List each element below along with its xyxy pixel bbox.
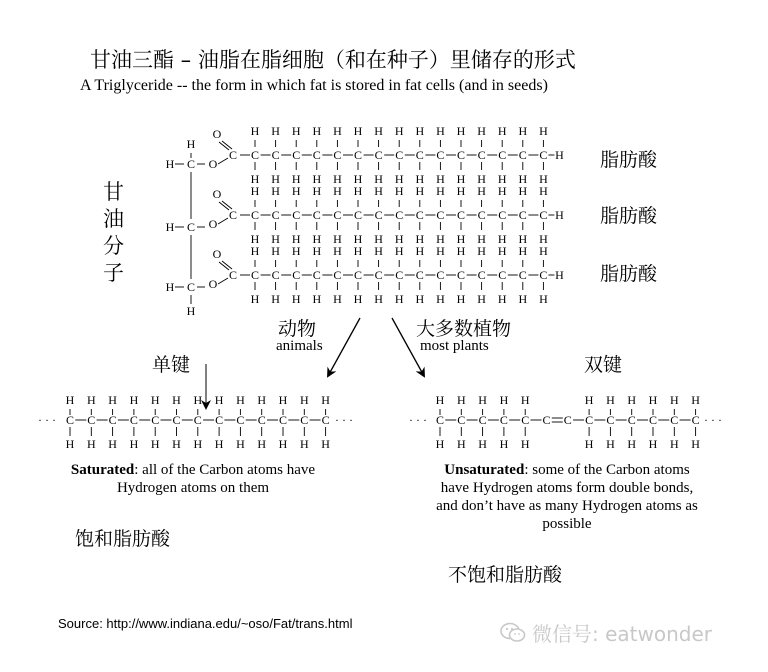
- single-bond-label: 单键: [152, 354, 191, 376]
- chain-hydrogen: H: [456, 244, 466, 258]
- chain-carbon: C: [395, 268, 404, 282]
- chain-hydrogen: H: [435, 437, 445, 451]
- chain-hydrogen: H: [584, 393, 594, 407]
- unsaturated-label-cn: 不饱和脂肪酸: [448, 564, 563, 586]
- chain-hydrogen: H: [271, 124, 280, 138]
- carbonyl-carbon: C: [228, 268, 238, 282]
- chain-hydrogen: H: [436, 124, 445, 138]
- chain-carbon: C: [563, 413, 572, 427]
- carbonyl-double-bond: [219, 262, 229, 270]
- glycerol-carbon: C: [186, 280, 196, 294]
- chain-carbon: C: [518, 148, 527, 162]
- glycerol-label-char-4: 子: [103, 261, 124, 285]
- chain-hydrogen: H: [291, 292, 301, 306]
- chain-hydrogen: H: [539, 244, 548, 258]
- chain-hydrogen: H: [497, 172, 507, 186]
- fatty-acid-label-1: 脂肪酸: [600, 149, 658, 171]
- chain-hydrogen: H: [518, 232, 528, 246]
- chain-carbon: C: [353, 208, 363, 222]
- chain-hydrogen: H: [271, 244, 280, 258]
- ester-bond: [218, 218, 228, 224]
- chain-carbon: C: [193, 413, 202, 427]
- chain-carbon: C: [395, 148, 404, 162]
- chain-carbon: C: [271, 148, 280, 162]
- chain-carbon: C: [670, 413, 679, 427]
- chain-hydrogen: H: [518, 244, 528, 258]
- chain-hydrogen: H: [477, 172, 486, 186]
- chain-hydrogen: H: [333, 172, 342, 186]
- chain-carbon: C: [129, 413, 138, 427]
- chain-carbon: C: [627, 413, 636, 427]
- chain-hydrogen: H: [415, 292, 425, 306]
- chain-hydrogen: H: [353, 292, 363, 306]
- chain-hydrogen: H: [456, 184, 466, 198]
- chain-hydrogen: H: [150, 393, 160, 407]
- chain-carbon: C: [250, 208, 260, 222]
- chain-hydrogen: H: [65, 437, 75, 451]
- chain-hydrogen: H: [172, 437, 181, 451]
- chain-hydrogen: H: [86, 393, 96, 407]
- chain-hydrogen: H: [374, 232, 383, 246]
- chain-carbon: C: [478, 413, 487, 427]
- chain-hydrogen: H: [353, 184, 363, 198]
- chain-hydrogen: H: [108, 393, 117, 407]
- chain-carbon: C: [477, 268, 486, 282]
- chain-carbon: C: [415, 148, 424, 162]
- chain-carbon: C: [456, 268, 466, 282]
- chain-carbon: C: [215, 413, 224, 427]
- chain-carbon: C: [292, 208, 301, 222]
- unsaturated-text: : some of the Carbon atoms have Hydrogen atoms form double bonds, and don’t have as many Hydrogen atoms as possible: [436, 462, 698, 532]
- chain-carbon: C: [518, 208, 527, 222]
- chain-hydrogen: H: [518, 124, 528, 138]
- chain-hydrogen: H: [353, 172, 363, 186]
- chain-carbon: C: [477, 208, 486, 222]
- glycerol-hydrogen: H: [186, 137, 196, 151]
- chain-carbon: C: [395, 208, 404, 222]
- chain-hydrogen: H: [271, 184, 280, 198]
- chain-hydrogen: H: [374, 184, 383, 198]
- chain-hydrogen: H: [456, 292, 466, 306]
- chain-hydrogen: H: [415, 172, 425, 186]
- chain-hydrogen: H: [518, 184, 528, 198]
- chain-carbon: C: [257, 413, 266, 427]
- chain-hydrogen: H: [606, 437, 615, 451]
- chain-hydrogen: H: [415, 244, 425, 258]
- unsaturated-chain: [409, 393, 722, 451]
- chain-carbon: C: [151, 413, 160, 427]
- chain-hydrogen: H: [478, 437, 487, 451]
- chain-carbon: C: [498, 208, 507, 222]
- chain-carbon: C: [312, 148, 321, 162]
- carbonyl-carbon: C: [228, 148, 238, 162]
- chain-carbon: C: [353, 148, 363, 162]
- chain-carbon: C: [436, 208, 445, 222]
- chain-hydrogen: H: [584, 437, 594, 451]
- plants-label-cn: 大多数植物: [416, 318, 512, 340]
- chain-hydrogen: H: [477, 232, 486, 246]
- glycerol-carbon: C: [186, 220, 196, 234]
- chain-hydrogen: H: [415, 184, 425, 198]
- chain-hydrogen: H: [291, 124, 301, 138]
- terminal-hydrogen: H: [555, 208, 564, 222]
- chain-hydrogen: H: [129, 393, 139, 407]
- carbonyl-oxygen: O: [212, 247, 222, 261]
- chain-carbon: C: [539, 208, 548, 222]
- chain-hydrogen: H: [333, 184, 342, 198]
- chain-hydrogen: H: [518, 172, 528, 186]
- chain-carbon: C: [300, 413, 309, 427]
- chain-hydrogen: H: [497, 124, 507, 138]
- chain-hydrogen: H: [321, 437, 330, 451]
- carbonyl-carbon: C: [228, 208, 238, 222]
- chain-hydrogen: H: [278, 393, 288, 407]
- chain-carbon: C: [236, 413, 245, 427]
- chain-carbon: C: [292, 268, 301, 282]
- chain-carbon: C: [250, 148, 260, 162]
- chain-ellipsis-left: · · ·: [38, 413, 56, 427]
- chain-carbon: C: [333, 268, 342, 282]
- chain-hydrogen: H: [257, 437, 267, 451]
- chain-carbon: C: [456, 208, 466, 222]
- chain-hydrogen: H: [499, 393, 509, 407]
- chain-hydrogen: H: [250, 232, 260, 246]
- chain-hydrogen: H: [497, 232, 507, 246]
- chain-hydrogen: H: [312, 124, 322, 138]
- chain-hydrogen: H: [436, 184, 445, 198]
- chain-hydrogen: H: [520, 437, 530, 451]
- chain-hydrogen: H: [193, 437, 203, 451]
- chain-hydrogen: H: [669, 437, 679, 451]
- chain-ellipsis-right: · · ·: [335, 413, 353, 427]
- title-english: A Triglyceride -- the form in which fat is stored in fat cells (and in seeds): [80, 77, 548, 94]
- chain-hydrogen: H: [477, 184, 486, 198]
- chain-carbon: C: [292, 148, 301, 162]
- chain-hydrogen: H: [150, 437, 160, 451]
- chain-carbon: C: [539, 268, 548, 282]
- chain-hydrogen: H: [520, 393, 530, 407]
- carbonyl-oxygen: O: [212, 187, 222, 201]
- chain-carbon: C: [374, 148, 383, 162]
- chain-hydrogen: H: [353, 124, 363, 138]
- chain-carbon: C: [691, 413, 700, 427]
- chain-carbon: C: [436, 148, 445, 162]
- chain-carbon: C: [271, 208, 280, 222]
- chain-carbon: C: [498, 268, 507, 282]
- chain-hydrogen: H: [312, 172, 322, 186]
- chain-hydrogen: H: [456, 437, 466, 451]
- chain-hydrogen: H: [456, 124, 466, 138]
- chain-hydrogen: H: [539, 172, 548, 186]
- chain-hydrogen: H: [333, 244, 342, 258]
- chain-hydrogen: H: [497, 184, 507, 198]
- chain-hydrogen: H: [669, 393, 679, 407]
- chain-carbon: C: [65, 413, 75, 427]
- ester-oxygen: O: [208, 217, 218, 231]
- chain-carbon: C: [87, 413, 96, 427]
- chain-hydrogen: H: [353, 232, 363, 246]
- chain-carbon: C: [435, 413, 445, 427]
- chain-hydrogen: H: [456, 172, 466, 186]
- chain-carbon: C: [539, 148, 548, 162]
- chain-carbon: C: [108, 413, 117, 427]
- chain-carbon: C: [415, 268, 424, 282]
- chain-ellipsis-left: · · ·: [409, 413, 427, 427]
- chain-hydrogen: H: [435, 393, 445, 407]
- carbonyl-oxygen: O: [212, 127, 222, 141]
- ester-oxygen: O: [208, 277, 218, 291]
- chain-hydrogen: H: [374, 292, 383, 306]
- chain-carbon: C: [374, 268, 383, 282]
- chain-hydrogen: H: [250, 292, 260, 306]
- ester-oxygen: O: [208, 157, 218, 171]
- title-chinese: 甘油三酯 – 油脂在脂细胞（和在种子）里储存的形式: [90, 48, 576, 72]
- chain-hydrogen: H: [312, 184, 322, 198]
- source-citation: Source: http://www.indiana.edu/~oso/Fat/trans.html: [58, 616, 353, 631]
- chain-hydrogen: H: [108, 437, 117, 451]
- chain-hydrogen: H: [374, 244, 383, 258]
- chain-carbon: C: [457, 413, 466, 427]
- glycerol-label-char-1: 甘: [103, 180, 124, 204]
- chain-carbon: C: [456, 148, 466, 162]
- carbonyl-double-bond: [219, 202, 229, 210]
- chain-carbon: C: [312, 208, 321, 222]
- plants-label-en: most plants: [420, 338, 489, 354]
- chain-hydrogen: H: [415, 232, 425, 246]
- chain-hydrogen: H: [539, 124, 548, 138]
- saturated-text: : all of the Carbon atoms have Hydrogen atoms on them: [116, 462, 316, 496]
- chain-carbon: C: [271, 268, 280, 282]
- saturated-chain: [38, 393, 353, 451]
- chain-hydrogen: H: [394, 232, 404, 246]
- chain-hydrogen: H: [691, 393, 700, 407]
- chain-carbon: C: [172, 413, 181, 427]
- chain-hydrogen: H: [250, 124, 260, 138]
- glycerol-backbone: [166, 137, 205, 318]
- chain-hydrogen: H: [394, 124, 404, 138]
- chain-hydrogen: H: [271, 292, 280, 306]
- chain-hydrogen: H: [236, 393, 245, 407]
- chain-hydrogen: H: [333, 124, 342, 138]
- chain-hydrogen: H: [627, 393, 637, 407]
- chain-hydrogen: H: [415, 124, 425, 138]
- chain-hydrogen: H: [278, 437, 288, 451]
- chain-hydrogen: H: [539, 184, 548, 198]
- chain-hydrogen: H: [312, 292, 322, 306]
- chain-hydrogen: H: [250, 184, 260, 198]
- chain-carbon: C: [333, 208, 342, 222]
- chain-hydrogen: H: [333, 232, 342, 246]
- chain-hydrogen: H: [497, 292, 507, 306]
- chain-carbon: C: [333, 148, 342, 162]
- arrow-to-unsaturated: [392, 318, 424, 376]
- glycerol-hydrogen: H: [165, 220, 175, 234]
- chain-hydrogen: H: [271, 232, 280, 246]
- chain-hydrogen: H: [436, 172, 445, 186]
- chain-hydrogen: H: [477, 292, 486, 306]
- chain-hydrogen: H: [436, 244, 445, 258]
- chain-carbon: C: [415, 208, 424, 222]
- chain-hydrogen: H: [86, 437, 96, 451]
- chain-hydrogen: H: [214, 437, 224, 451]
- chain-hydrogen: H: [271, 172, 280, 186]
- chain-hydrogen: H: [299, 437, 309, 451]
- chain-hydrogen: H: [291, 232, 301, 246]
- terminal-hydrogen: H: [555, 268, 564, 282]
- chain-hydrogen: H: [394, 172, 404, 186]
- chain-hydrogen: H: [374, 172, 383, 186]
- chain-carbon: C: [498, 148, 507, 162]
- chain-hydrogen: H: [291, 172, 301, 186]
- chain-hydrogen: H: [321, 393, 330, 407]
- chain-hydrogen: H: [312, 232, 322, 246]
- chain-hydrogen: H: [477, 244, 486, 258]
- chain-hydrogen: H: [499, 437, 509, 451]
- chain-carbon: C: [477, 148, 486, 162]
- double-bond-label: 双键: [584, 354, 623, 376]
- chain-carbon: C: [585, 413, 594, 427]
- chain-hydrogen: H: [291, 244, 301, 258]
- chain-carbon: C: [312, 268, 321, 282]
- animals-label-en: animals: [276, 338, 323, 354]
- animals-label-cn: 动物: [278, 318, 317, 340]
- chain-carbon: C: [648, 413, 658, 427]
- chain-hydrogen: H: [477, 124, 486, 138]
- glycerol-label-char-3: 分: [103, 234, 124, 258]
- chain-hydrogen: H: [497, 244, 507, 258]
- chain-carbon: C: [499, 413, 508, 427]
- chain-hydrogen: H: [539, 292, 548, 306]
- chain-hydrogen: H: [193, 393, 203, 407]
- terminal-hydrogen: H: [555, 148, 564, 162]
- chain-hydrogen: H: [333, 292, 342, 306]
- chain-hydrogen: H: [518, 292, 528, 306]
- chain-hydrogen: H: [478, 393, 487, 407]
- chain-hydrogen: H: [539, 232, 548, 246]
- chain-hydrogen: H: [250, 244, 260, 258]
- ester-bond: [218, 278, 228, 284]
- chain-hydrogen: H: [394, 292, 404, 306]
- glycerol-hydrogen: H: [186, 304, 196, 318]
- chain-carbon: C: [278, 413, 288, 427]
- chain-hydrogen: H: [172, 393, 181, 407]
- chain-carbon: C: [521, 413, 530, 427]
- arrow-to-saturated: [328, 318, 360, 376]
- glycerol-carbon: C: [186, 157, 196, 171]
- chain-ellipsis-right: · · ·: [704, 413, 722, 427]
- chain-hydrogen: H: [436, 292, 445, 306]
- chain-carbon: C: [321, 413, 330, 427]
- chain-carbon: C: [436, 268, 445, 282]
- fatty-acid-label-3: 脂肪酸: [600, 263, 658, 285]
- watermark-text: 微信号: eatwonder: [532, 622, 712, 646]
- glycerol-hydrogen: H: [165, 280, 175, 294]
- unsaturated-term: Unsaturated: [444, 462, 525, 478]
- chain-hydrogen: H: [214, 393, 224, 407]
- fatty-acid-chains: [209, 124, 564, 306]
- chain-carbon: C: [353, 268, 363, 282]
- chain-hydrogen: H: [129, 437, 139, 451]
- chain-hydrogen: H: [627, 437, 637, 451]
- ester-bond: [218, 158, 228, 164]
- chain-hydrogen: H: [606, 393, 615, 407]
- chain-carbon: C: [250, 268, 260, 282]
- chain-hydrogen: H: [65, 393, 75, 407]
- chain-carbon: C: [374, 208, 383, 222]
- chain-hydrogen: H: [691, 437, 700, 451]
- chain-hydrogen: H: [456, 393, 466, 407]
- saturated-term: Saturated: [70, 462, 135, 478]
- chain-hydrogen: H: [456, 232, 466, 246]
- chain-hydrogen: H: [257, 393, 267, 407]
- chain-hydrogen: H: [312, 244, 322, 258]
- chain-hydrogen: H: [394, 244, 404, 258]
- chain-hydrogen: H: [648, 437, 658, 451]
- chain-hydrogen: H: [394, 184, 404, 198]
- carbonyl-double-bond: [219, 142, 229, 150]
- chain-hydrogen: H: [299, 393, 309, 407]
- chain-hydrogen: H: [250, 172, 260, 186]
- chain-hydrogen: H: [436, 232, 445, 246]
- chain-carbon: C: [542, 413, 551, 427]
- chain-hydrogen: H: [291, 184, 301, 198]
- glycerol-hydrogen: H: [165, 157, 175, 171]
- glycerol-label-char-2: 油: [103, 207, 124, 231]
- saturated-label-cn: 饱和脂肪酸: [75, 528, 171, 550]
- chain-carbon: C: [606, 413, 615, 427]
- chain-hydrogen: H: [353, 244, 363, 258]
- chain-hydrogen: H: [236, 437, 245, 451]
- chain-carbon: C: [518, 268, 527, 282]
- fatty-acid-label-2: 脂肪酸: [600, 205, 658, 227]
- chain-hydrogen: H: [648, 393, 658, 407]
- chain-hydrogen: H: [374, 124, 383, 138]
